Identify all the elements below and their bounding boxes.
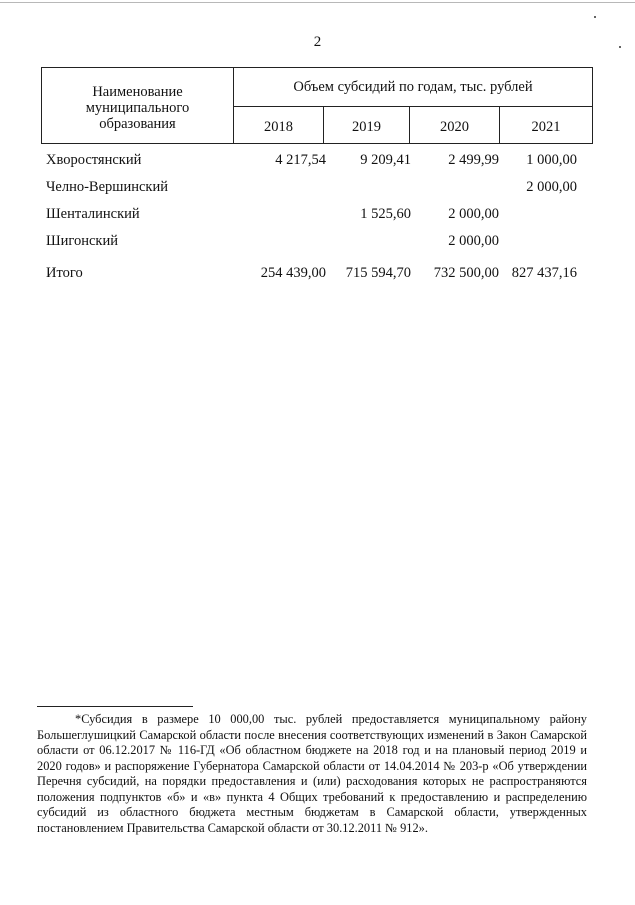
row-name: Шенталинский (46, 206, 140, 222)
table-row-total (46, 265, 606, 285)
cell-2019: 715 594,70 (345, 265, 411, 281)
header-name-line: Наименование (92, 83, 183, 100)
cell-2018: 4 217,54 (275, 152, 326, 168)
table-header (41, 67, 593, 144)
cell-2019: 9 209,41 (360, 152, 411, 168)
cell-2021: 827 437,16 (511, 265, 577, 281)
row-name: Итого (46, 265, 83, 281)
cell-2020: 732 500,00 (433, 265, 499, 281)
header-municipality-name (42, 68, 234, 143)
cell-2020: 2 000,00 (448, 233, 499, 249)
cell-2018: 254 439,00 (260, 265, 326, 281)
header-year-2021: 2021 (531, 118, 561, 135)
cell-2020: 2 499,99 (448, 152, 499, 168)
header-name-line: образования (99, 115, 176, 132)
row-name: Шигонский (46, 233, 118, 249)
footnote-text: *Субсидия в размере 10 000,00 тыс. рублей предоставляется муниципальному району Большеглушицкий Самарской области после внесения соответствующих изменений в Закон Самарской области от 06.12.2017 № 116-ГД «Об областном бюджете на 2018 год и на плановый период 2019 и 2020 годов» и распоряжение Губернатора Самарской области от 14.04.2014 № 203-р «Об утверждении Перечня субсидий, на порядки предоставления и (или) расходования которых не распространяются положения подпунктов «б» и «в» пункта 4 Общих требований к предоставлению и распределению субсидий из областного бюджета местным бюджетам в Самарской области, утвержденных постановлением Правительства Самарской области от 30.12.2011 № 912». (37, 712, 587, 835)
footnote-separator (37, 706, 193, 707)
cell-2021: 2 000,00 (526, 179, 577, 195)
header-year-2019: 2019 (324, 107, 410, 143)
header-subsidy-volume: Объем субсидий по годам, тыс. рублей (234, 68, 592, 107)
cell-2020: 2 000,00 (448, 206, 499, 222)
footnote (37, 712, 587, 836)
table-row (46, 152, 606, 172)
table-row (46, 206, 606, 226)
table-row (46, 179, 606, 199)
page-number: 2 (313, 34, 322, 50)
row-name: Челно-Вершинский (46, 179, 168, 195)
cell-2019: 1 525,60 (360, 206, 411, 222)
header-year-2018: 2018 (234, 107, 324, 143)
scan-top-edge (0, 2, 635, 3)
header-year-2020: 2020 (410, 107, 500, 143)
table-row (46, 233, 606, 253)
scan-speck (594, 16, 596, 18)
header-name-line: муниципального (85, 99, 190, 116)
cell-2021: 1 000,00 (526, 152, 577, 168)
row-name: Хворостянский (46, 152, 142, 168)
